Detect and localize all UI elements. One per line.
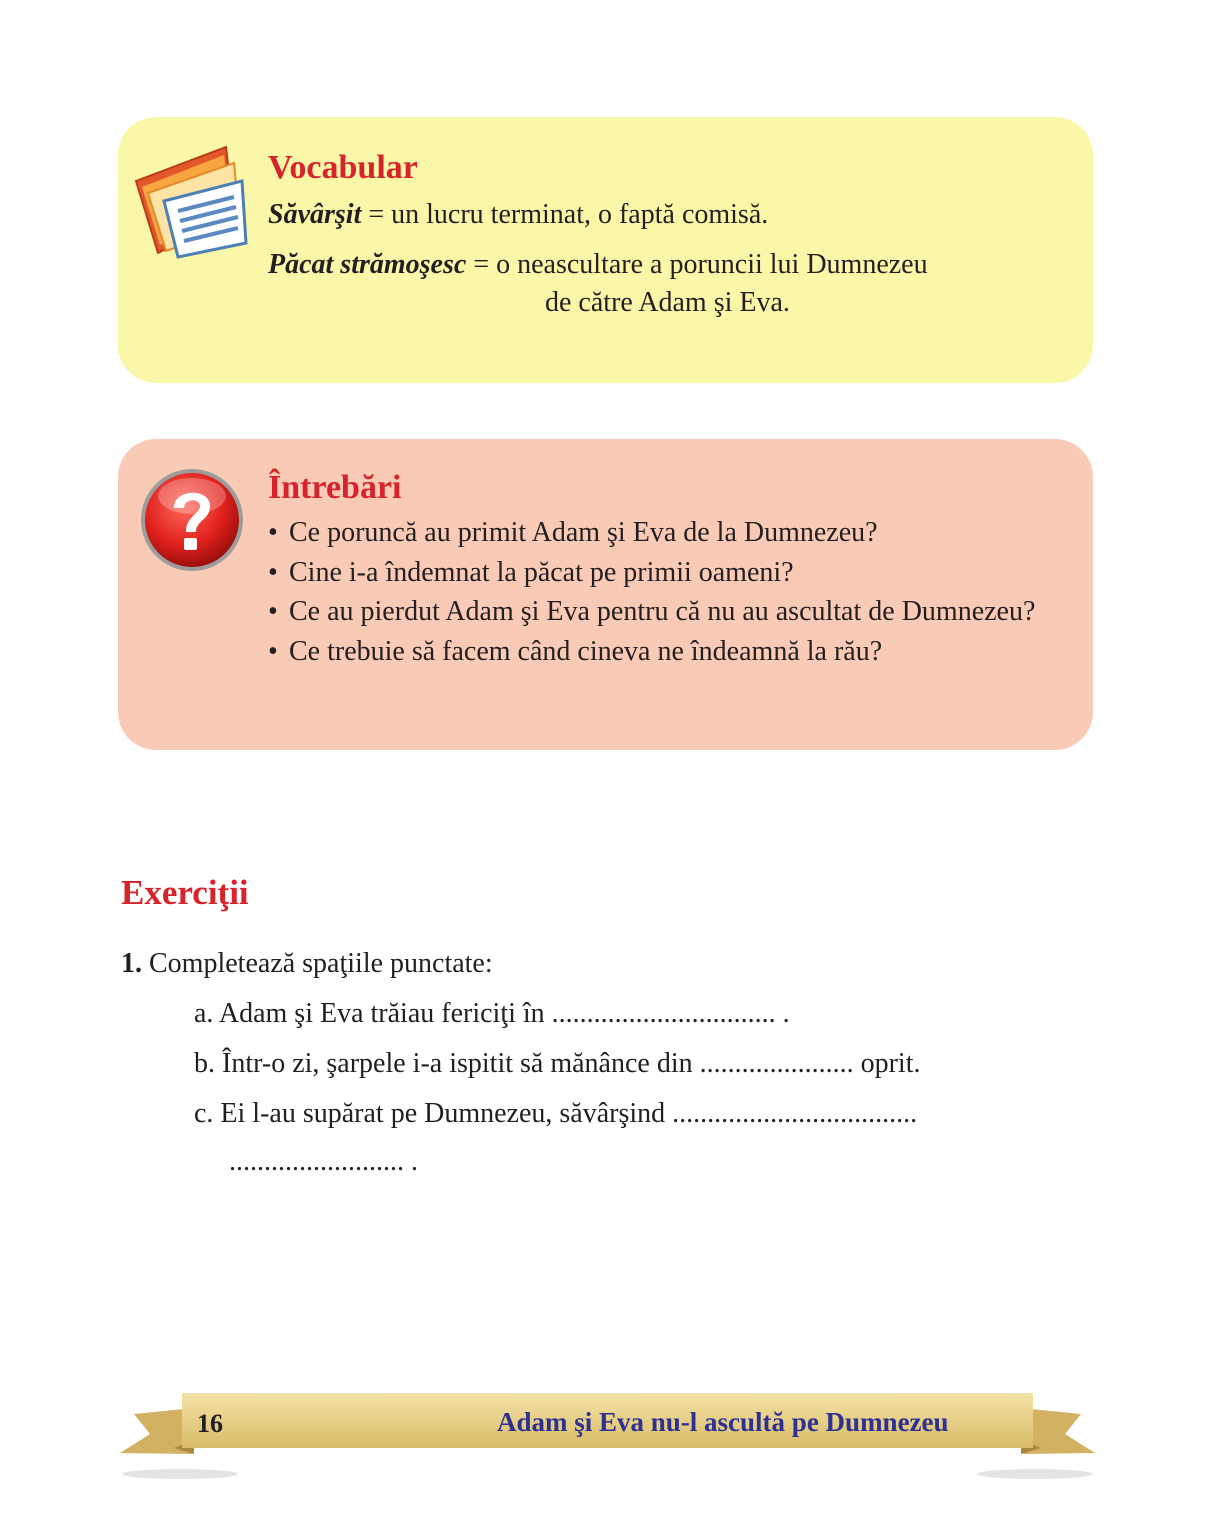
list-item: • Ce poruncă au primit Adam şi Eva de la Dumnezeu? xyxy=(268,513,1071,553)
vocabulary-title: Vocabular xyxy=(268,149,418,186)
exercises-title: Exerciţii xyxy=(121,873,249,912)
list-item: • Cine i-a îndemnat la păcat pe primii oameni? xyxy=(268,553,1071,593)
page-number: 16 xyxy=(197,1409,223,1438)
vocabulary-definition-continuation: de către Adam şi Eva. xyxy=(545,287,790,318)
questions-list xyxy=(268,513,1071,671)
vocabulary-definition: = o neascultare a poruncii lui Dumnezeu xyxy=(466,249,928,280)
exercise-item: a. Adam şi Eva trăiau fericiţi în ................................ . xyxy=(194,998,790,1029)
exercise-instruction xyxy=(121,948,493,980)
vocabulary-term: Păcat strămoşesc xyxy=(268,249,467,280)
exercise-item-continuation: ......................... . xyxy=(229,1146,418,1177)
vocabulary-definition: = un lucru terminat, o faptă comisă. xyxy=(361,199,769,230)
vocabulary-entry xyxy=(268,249,928,281)
exercise-item: b. Într-o zi, şarpele i-a ispitit să mănânce din ...................... oprit. xyxy=(194,1048,921,1079)
exercise-number: 1. xyxy=(121,948,142,979)
exercise-instruction-text: Completează spaţiile punctate: xyxy=(142,948,493,979)
documents-icon xyxy=(134,141,252,259)
vocabulary-box xyxy=(118,117,1093,383)
vocabulary-term: Săvârşit xyxy=(268,199,362,230)
vocabulary-entry xyxy=(268,199,768,231)
chapter-title: Adam şi Eva nu-l ascultă pe Dumnezeu xyxy=(497,1407,949,1437)
questions-box xyxy=(118,439,1093,750)
question-mark-icon xyxy=(138,466,246,574)
questions-title: Întrebări xyxy=(268,469,402,506)
exercise-item: c. Ei l-au supărat pe Dumnezeu, săvârşind ................................... xyxy=(194,1098,918,1129)
list-item: • Ce au pierdut Adam şi Eva pentru că nu au ascultat de Dumnezeu? xyxy=(268,592,1071,632)
list-item: • Ce trebuie să facem când cineva ne îndeamnă la rău? xyxy=(268,632,1071,672)
